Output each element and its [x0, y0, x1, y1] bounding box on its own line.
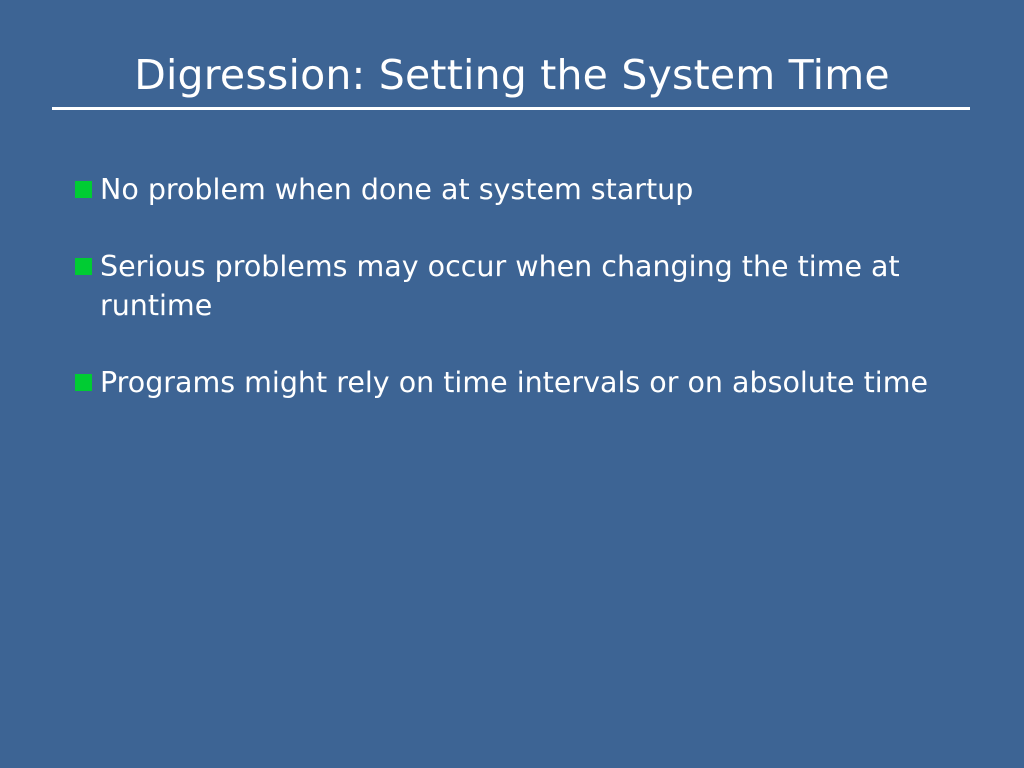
bullet-list	[75, 170, 955, 440]
square-bullet-icon	[75, 258, 92, 275]
list-item	[75, 247, 955, 325]
list-item-label: Serious problems may occur when changing the time at runtime	[100, 250, 900, 322]
list-item	[75, 363, 955, 402]
slide-title-block	[52, 50, 972, 110]
list-item-label: No problem when done at system startup	[100, 173, 694, 206]
square-bullet-icon	[75, 374, 92, 391]
page-title: Digression: Setting the System Time	[134, 51, 890, 99]
list-item	[75, 170, 955, 209]
title-divider	[52, 107, 970, 110]
square-bullet-icon	[75, 181, 92, 198]
list-item-label: Programs might rely on time intervals or on absolute time	[100, 366, 929, 399]
